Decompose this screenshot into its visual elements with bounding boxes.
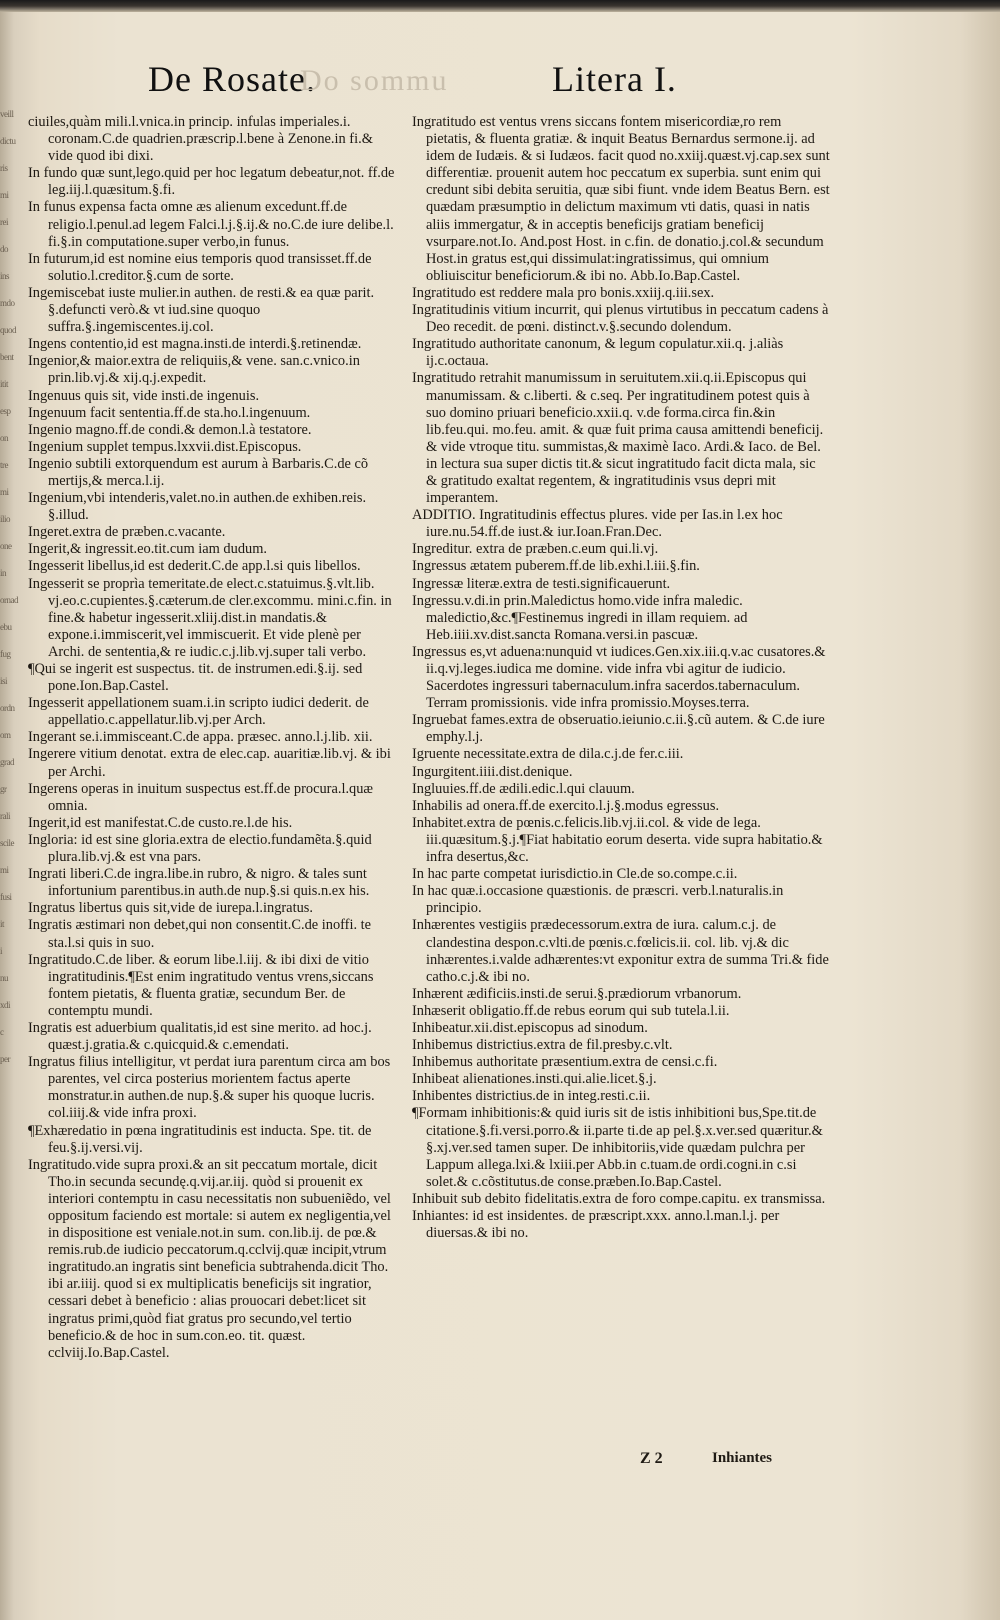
left-entry: Ingratitudo.C.de liber. & eorum libe.l.iij. & ibi dixi de vitio ingratitudinis.¶Est enim ingratitudo ventus vrens,siccans fontem pietatis, & fluenta gratiæ, secundum Ber. de contemptu mundi.: [28, 951, 374, 1019]
right-column: [412, 114, 830, 1242]
left-entry: Ingenium supplet tempus.lxxvii.dist.Episcopus.: [28, 438, 302, 455]
margin-fragment: ordn: [0, 703, 15, 713]
left-entry: Ingerens operas in inuitum suspectus est.ff.de procura.l.quæ omnia.: [28, 780, 374, 814]
left-entry: Ingenio magno.ff.de condi.& demon.l.à testatore.: [28, 421, 312, 438]
signature-mark: Z 2: [640, 1450, 663, 1467]
right-entry: In hac parte competat iurisdictio.in Cle.de so.compe.c.ii.: [412, 866, 738, 883]
margin-fragment: per: [0, 1054, 10, 1064]
left-entry: Ingratitudo.vide supra proxi.& an sit peccatum mortale, dicit Tho.in secunda secundę.q.vij.ar.iij. quòd si prouenit ex interiori contemptu in casu necessitatis non subueniẽdo, vel oppositum faciendo est mortale: si autem ex negligentia,vel in dispositione est veniale.not.in sum. con.lib.ij. de pœ.& remis.rub.de iudicio peccatorum.q.cclvij.quæ incipit,vtrum ingratitudo.an ingratis sint beneficia subtrahenda.dicit Tho. ibi ar.iiij. quod si ex multiplicatis beneficijs sit ingratior, cessari debet à beneficio : alias prouocari debet:licet sit ingratus primi,quòd fiat gratus pro secundo,vel tertio beneficio.& de hoc in sum.con.eo. tit. quæst. cclviij.Io.Bap.Castel.: [28, 1156, 391, 1361]
margin-fragment: do: [0, 244, 8, 254]
margin-fragment: xdi: [0, 1000, 11, 1010]
left-entry: In futurum,id est nomine eius temporis quod transisset.ff.de solutio.l.creditor.§.cum de sorte.: [28, 250, 372, 284]
margin-fragment: ebu: [0, 622, 12, 632]
right-entry: Ingratitudo authoritate canonum, & legum copulatur.xii.q. j.aliàs ij.c.octaua.: [412, 336, 784, 370]
right-entry: Ingreditur. extra de præben.c.eum qui.li.vj.: [412, 541, 659, 558]
margin-fragment: veill: [0, 109, 14, 119]
right-entry: Ingressu.v.di.in prin.Maledictus homo.vide infra maledic. maledictio,&c.¶Festinemus ingredi in illam requiem. ad Heb.iiii.xv.dist.sancta Romana.versi.in pascuæ.: [412, 592, 748, 643]
margin-fragment: ins: [0, 271, 10, 281]
margin-fragment: itit: [0, 379, 9, 389]
left-entry: Ingenio subtili extorquendum est aurum à Barbaris.C.de cõ mertijs,& merca.l.ij.: [28, 455, 369, 489]
left-entry: Ingratus filius intelligitur, vt perdat iura parentum circa am bos parentes, vel circa posterius morientem factus aperte monstratur.in authen.de nup.§.& super his quoque lucris. col.iiij.& vide infra proxi.: [28, 1054, 391, 1122]
left-entry: Ingesserit appellationem suam.i.in scripto iudici dederit. de appellatio.c.appellatur.lib.vj.per Arch.: [28, 695, 369, 729]
margin-fragment: mi: [0, 190, 9, 200]
left-column: [28, 114, 400, 1362]
right-entry: Ingressus es,vt aduena:nunquid vt iudices.Gen.xix.iii.q.v.ac cusatores.& ii.q.vj.leges.iudica me domine. vide infra vbi agitur de iudicio. Sacerdotes ingressuri tabernaculum.infra sacerdos.tabernaculum. Terram promissionis. vide infra promissio.Moyses.terra.: [412, 643, 826, 712]
right-entry: Ingruebat fames.extra de obseruatio.ieiunio.c.ii.§.cũ autem. & C.de iure emphy.l.j.: [412, 712, 825, 746]
margin-fragment: i: [0, 946, 3, 956]
margin-fragment: on: [0, 433, 8, 443]
margin-fragment: c: [0, 1027, 4, 1037]
left-entry: Ingerant se.i.immisceant.C.de appa. præsec. anno.l.j.lib. xii.: [28, 729, 373, 746]
left-entry: Ingrati liberi.C.de ingra.libe.in rubro, & nigro. & tales sunt infortunium parentibus.in auth.de nup.§.si quis.n.ex his.: [28, 866, 370, 900]
left-entry: Ingenuum facit sententia.ff.de sta.ho.l.ingenuum.: [28, 404, 311, 421]
margin-fragment: fug: [0, 649, 11, 659]
margin-fragment: om: [0, 730, 11, 740]
left-entry: ciuiles,quàm mili.l.vnica.in princip. infulas imperiales.i. coronam.C.de quadrien.præscrip.l.bene à Zenone.in fi.& vide quod ibi dixi.: [28, 114, 373, 165]
margin-fragment: grad: [0, 757, 14, 767]
right-entry: Igruente necessitate.extra de dila.c.j.de fer.c.iii.: [412, 746, 684, 763]
margin-fragment: rei: [0, 217, 8, 227]
margin-fragment: rali: [0, 811, 10, 821]
running-head-left: De Rosate.: [148, 59, 316, 99]
right-entry: ADDITIO. Ingratitudinis effectus plures. vide per Ias.in l.ex hoc iure.nu.54.ff.de iust.& iur.Ioan.Fran.Dec.: [412, 507, 783, 541]
right-entry: Ingratitudinis vitium incurrit, qui plenus virtutibus in peccatum cadens à Deo recedit. de pœni. distinct.v.§.secundo dolendum.: [412, 302, 829, 336]
left-entry: Ingratis æstimari non debet,qui non consentit.C.de inoffi. te sta.l.si quis in suo.: [28, 917, 372, 951]
right-entry: Inhæserit obligatio.ff.de rebus eorum qui sub tutela.l.ii.: [412, 1002, 730, 1019]
margin-fragment: isi: [0, 676, 8, 686]
right-entry: Ingurgitent.iiii.dist.denique.: [412, 763, 573, 780]
right-entry: Ingressus ætatem puberem.ff.de lib.exhi.l.iii.§.fin.: [412, 558, 700, 575]
margin-fragment: bent: [0, 352, 14, 362]
right-entry: ¶Formam inhibitionis:& quid iuris sit de istis inhibitioni bus,Spe.tit.de citatione.§.fi.versi.porro.& ii.parte ti.de ap pel.§.x.ver.sed quæritur.& §.xj.ver.sed tamen super. De inhibitoriis,vide quædam pulchra per Lappum allega.lxi.& lxiii.per Abb.in c.tuam.de ordi.cogni.in c.si solet.& c.cõstitutus.de conse.præben.Io.Bap.Castel.: [412, 1105, 823, 1190]
right-entry: Inhibemus districtius.extra de fil.presby.c.vlt.: [412, 1037, 673, 1054]
right-entry: Inhibeat alienationes.insti.qui.alie.licet.§.j.: [412, 1071, 657, 1088]
right-entry: Inhærent ædificiis.insti.de serui.§.prædiorum vrbanorum.: [412, 985, 742, 1002]
right-entry: Inhibuit sub debito fidelitatis.extra de foro compe.capitu. ex transmissa.: [412, 1190, 826, 1207]
running-head-right: Litera I.: [552, 59, 677, 99]
margin-fragment: esp: [0, 406, 11, 416]
left-entry: Ingerit,& ingressit.eo.tit.cum iam dudum.: [28, 541, 268, 558]
right-entry: Ingressæ literæ.extra de testi.significauerunt.: [412, 575, 671, 592]
margin-fragment: ris: [0, 163, 8, 173]
right-entry: Ingratitudo est reddere mala pro bonis.xxiij.q.iii.sex.: [412, 284, 715, 301]
margin-fragment: one: [0, 541, 12, 551]
right-entry: Inhibentes districtius.de in integ.resti.c.ii.: [412, 1088, 651, 1105]
left-entry: Ingesserit libellus,id est dederit.C.de app.l.si quis libellos.: [28, 558, 361, 575]
margin-fragment: scile: [0, 838, 14, 848]
catchword: Inhiantes: [712, 1450, 773, 1466]
show-through-text: Do sommu: [300, 64, 449, 97]
margin-fragment: mi: [0, 865, 9, 875]
right-entry: Ingratitudo retrahit manumissum in seruitutem.xii.q.ii.Episcopus qui manumissam. & c.liberti. & c.seq. Per ingratitudinem potest quis à suo domino priuari beneficio.xxii.q. v.de forma.circa fin.&in lib.feu.qui. mo.feu. amit. & quæ fuit prima causa amittendi beneficij. & vide vtroque titu. summistas,& maximè Iaco. Ardi.& Iaco. de Bel. in lectura sua super dictis tit.& sicut ingratitudo facit dicta mala, sic & gratitudo exaltat regentem, & ingratitudinis vsus depri mit imperantem.: [412, 370, 824, 507]
margin-fragment: it: [0, 919, 5, 929]
left-entry: ¶Exhæredatio in pœna ingratitudinis est inducta. Spe. tit. de feu.§.ij.versi.vij.: [28, 1122, 372, 1156]
left-entry: In funus expensa facta omne æs alienum excedunt.ff.de religio.l.penul.ad legem Falci.l.j.§.ij.& no.C.de iure delibe.l. fi.§.in computatione.super verbo,in funus.: [28, 199, 394, 250]
margin-fragment: ilio: [0, 514, 11, 524]
left-entry: In fundo quæ sunt,lego.quid per hoc legatum debeatur,not. ff.de leg.iij.l.quæsitum.§.fi.: [28, 165, 395, 199]
left-entry: Ingenior,& maior.extra de reliquiis,& vene. san.c.vnico.in prin.lib.vj.& xij.q.j.expedit.: [28, 353, 360, 387]
margin-fragment: mdo: [0, 298, 15, 308]
margin-fragment: dictu: [0, 136, 16, 146]
margin-fragment: quod: [0, 325, 16, 335]
margin-fragment: tre: [0, 460, 8, 470]
left-entry: Ingemiscebat iuste mulier.in authen. de resti.& ea quæ parit. §.defuncti verò.& vt iud.sine quoquo suffra.§.ingemiscentes.ij.col.: [28, 284, 375, 336]
margin-fragment: mi: [0, 487, 9, 497]
right-entry: Inhibemus authoritate præsentium.extra de censi.c.fi.: [412, 1054, 718, 1071]
left-entry: Ingerit,id est manifestat.C.de custo.re.l.de his.: [28, 814, 293, 831]
margin-fragment: ornad: [0, 595, 18, 605]
left-margin-fragments: [0, 100, 28, 1480]
right-entry: Inhabitet.extra de pœnis.c.felicis.lib.vj.ii.col. & vide de lega. iii.quæsitum.§.j.¶Fiat habitatio eorum deserta. vide supra habitatio.& infra desertus,&c.: [412, 814, 823, 866]
left-entry: Ingratis est aduerbium qualitatis,id est sine merito. ad hoc.j. quæst.j.gratia.& c.quicquid.& c.emendati.: [28, 1019, 372, 1054]
right-entry: In hac quæ.i.occasione quæstionis. de præscri. verb.l.naturalis.in principio.: [412, 883, 784, 917]
margin-fragment: in: [0, 568, 7, 578]
margin-fragment: nu: [0, 973, 8, 983]
right-entry: Ingluuies.ff.de ædili.edic.l.qui clauum.: [412, 780, 635, 797]
left-entry: Ingloria: id est sine gloria.extra de electio.fundamẽta.§.quid plura.lib.vj.& est vna pars.: [28, 831, 372, 866]
left-entry: Ingenium,vbi intenderis,valet.no.in authen.de exhiben.reis. §.illud.: [28, 490, 367, 524]
page-top-shadow: [0, 0, 1000, 12]
right-entry: Ingratitudo est ventus vrens siccans fontem misericordiæ,ro rem pietatis, & fluenta gratiæ. & inquit Beatus Bernardus sermone.ij. ad idem de Iudæis. & si Iudæos. facit quod no.xxiij.quæst.vj.cap.sex sunt differentiæ. prouenit autem hoc peccatum ex superbia. sunt enim qui credunt sibi debita seruitia, quæ sibi fiunt. vnde idem Beatus Bern. est quædam præsumptio in delictum maximum vti datis, quasi in natis aliis immergatur, & in acceptis beneficijs gratiam beneficij vsurpare.not.Io. And.post Host. in c.fin. de donatio.j.col.& secundum Host.in gratus est,qui dissimulat:ingratissimus, qui omnium obliuiscitur beneficiorum.& ibi no. Abb.Io.Bap.Castel.: [412, 114, 830, 284]
right-entry: Inhærentes vestigiis prædecessorum.extra de iura. calum.c.j. de clandestina despon.c.vlti.de pœnis.c.fœlicis.ii. col. lib. vj.& dic inhærentes.i.valde adhærentes:vt exponitur extra de summa Tri.& fide catho.c.j.& ibi no.: [412, 917, 829, 985]
left-entry: Ingeret.extra de præben.c.vacante.: [28, 524, 226, 541]
left-entry: ¶Qui se ingerit est suspectus. tit. de instrumen.edi.§.ij. sed pone.Ion.Bap.Castel.: [28, 661, 363, 695]
left-entry: Ingesserit se proprìa temeritate.de elect.c.statuimus.§.vlt.lib. vj.eo.c.cupientes.§.cæterum.de cler.excommu. mini.c.fin. in fine.& habetur ingesserit.xliij.dist.in mandatis.& expone.i.immiscerit,vel immiscuerit. Et vide plenè per Archi. de sententia,& re iudic.c.j.lib.vj.super tali verbo.: [28, 575, 392, 660]
left-entry: Ingens contentio,id est magna.insti.de interdi.§.retinendæ.: [28, 336, 362, 353]
left-entry: Ingenuus quis sit, vide insti.de ingenuis.: [28, 387, 260, 404]
right-entry: Inhiantes: id est insidentes. de præscript.xxx. anno.l.man.l.j. per diuersas.& ibi no.: [412, 1208, 780, 1242]
margin-fragment: gr: [0, 784, 7, 794]
left-entry: Ingratus libertus quis sit,vide de iurepa.l.ingratus.: [28, 900, 313, 917]
right-entry: Inhibeatur.xii.dist.episcopus ad sinodum.: [412, 1019, 648, 1036]
margin-fragment: fusi: [0, 892, 12, 902]
right-entry: Inhabilis ad onera.ff.de exercito.l.j.§.modus egressus.: [412, 797, 720, 814]
left-entry: Ingerere vitium denotat. extra de elec.cap. auaritiæ.lib.vj. & ibi per Archi.: [28, 746, 391, 780]
